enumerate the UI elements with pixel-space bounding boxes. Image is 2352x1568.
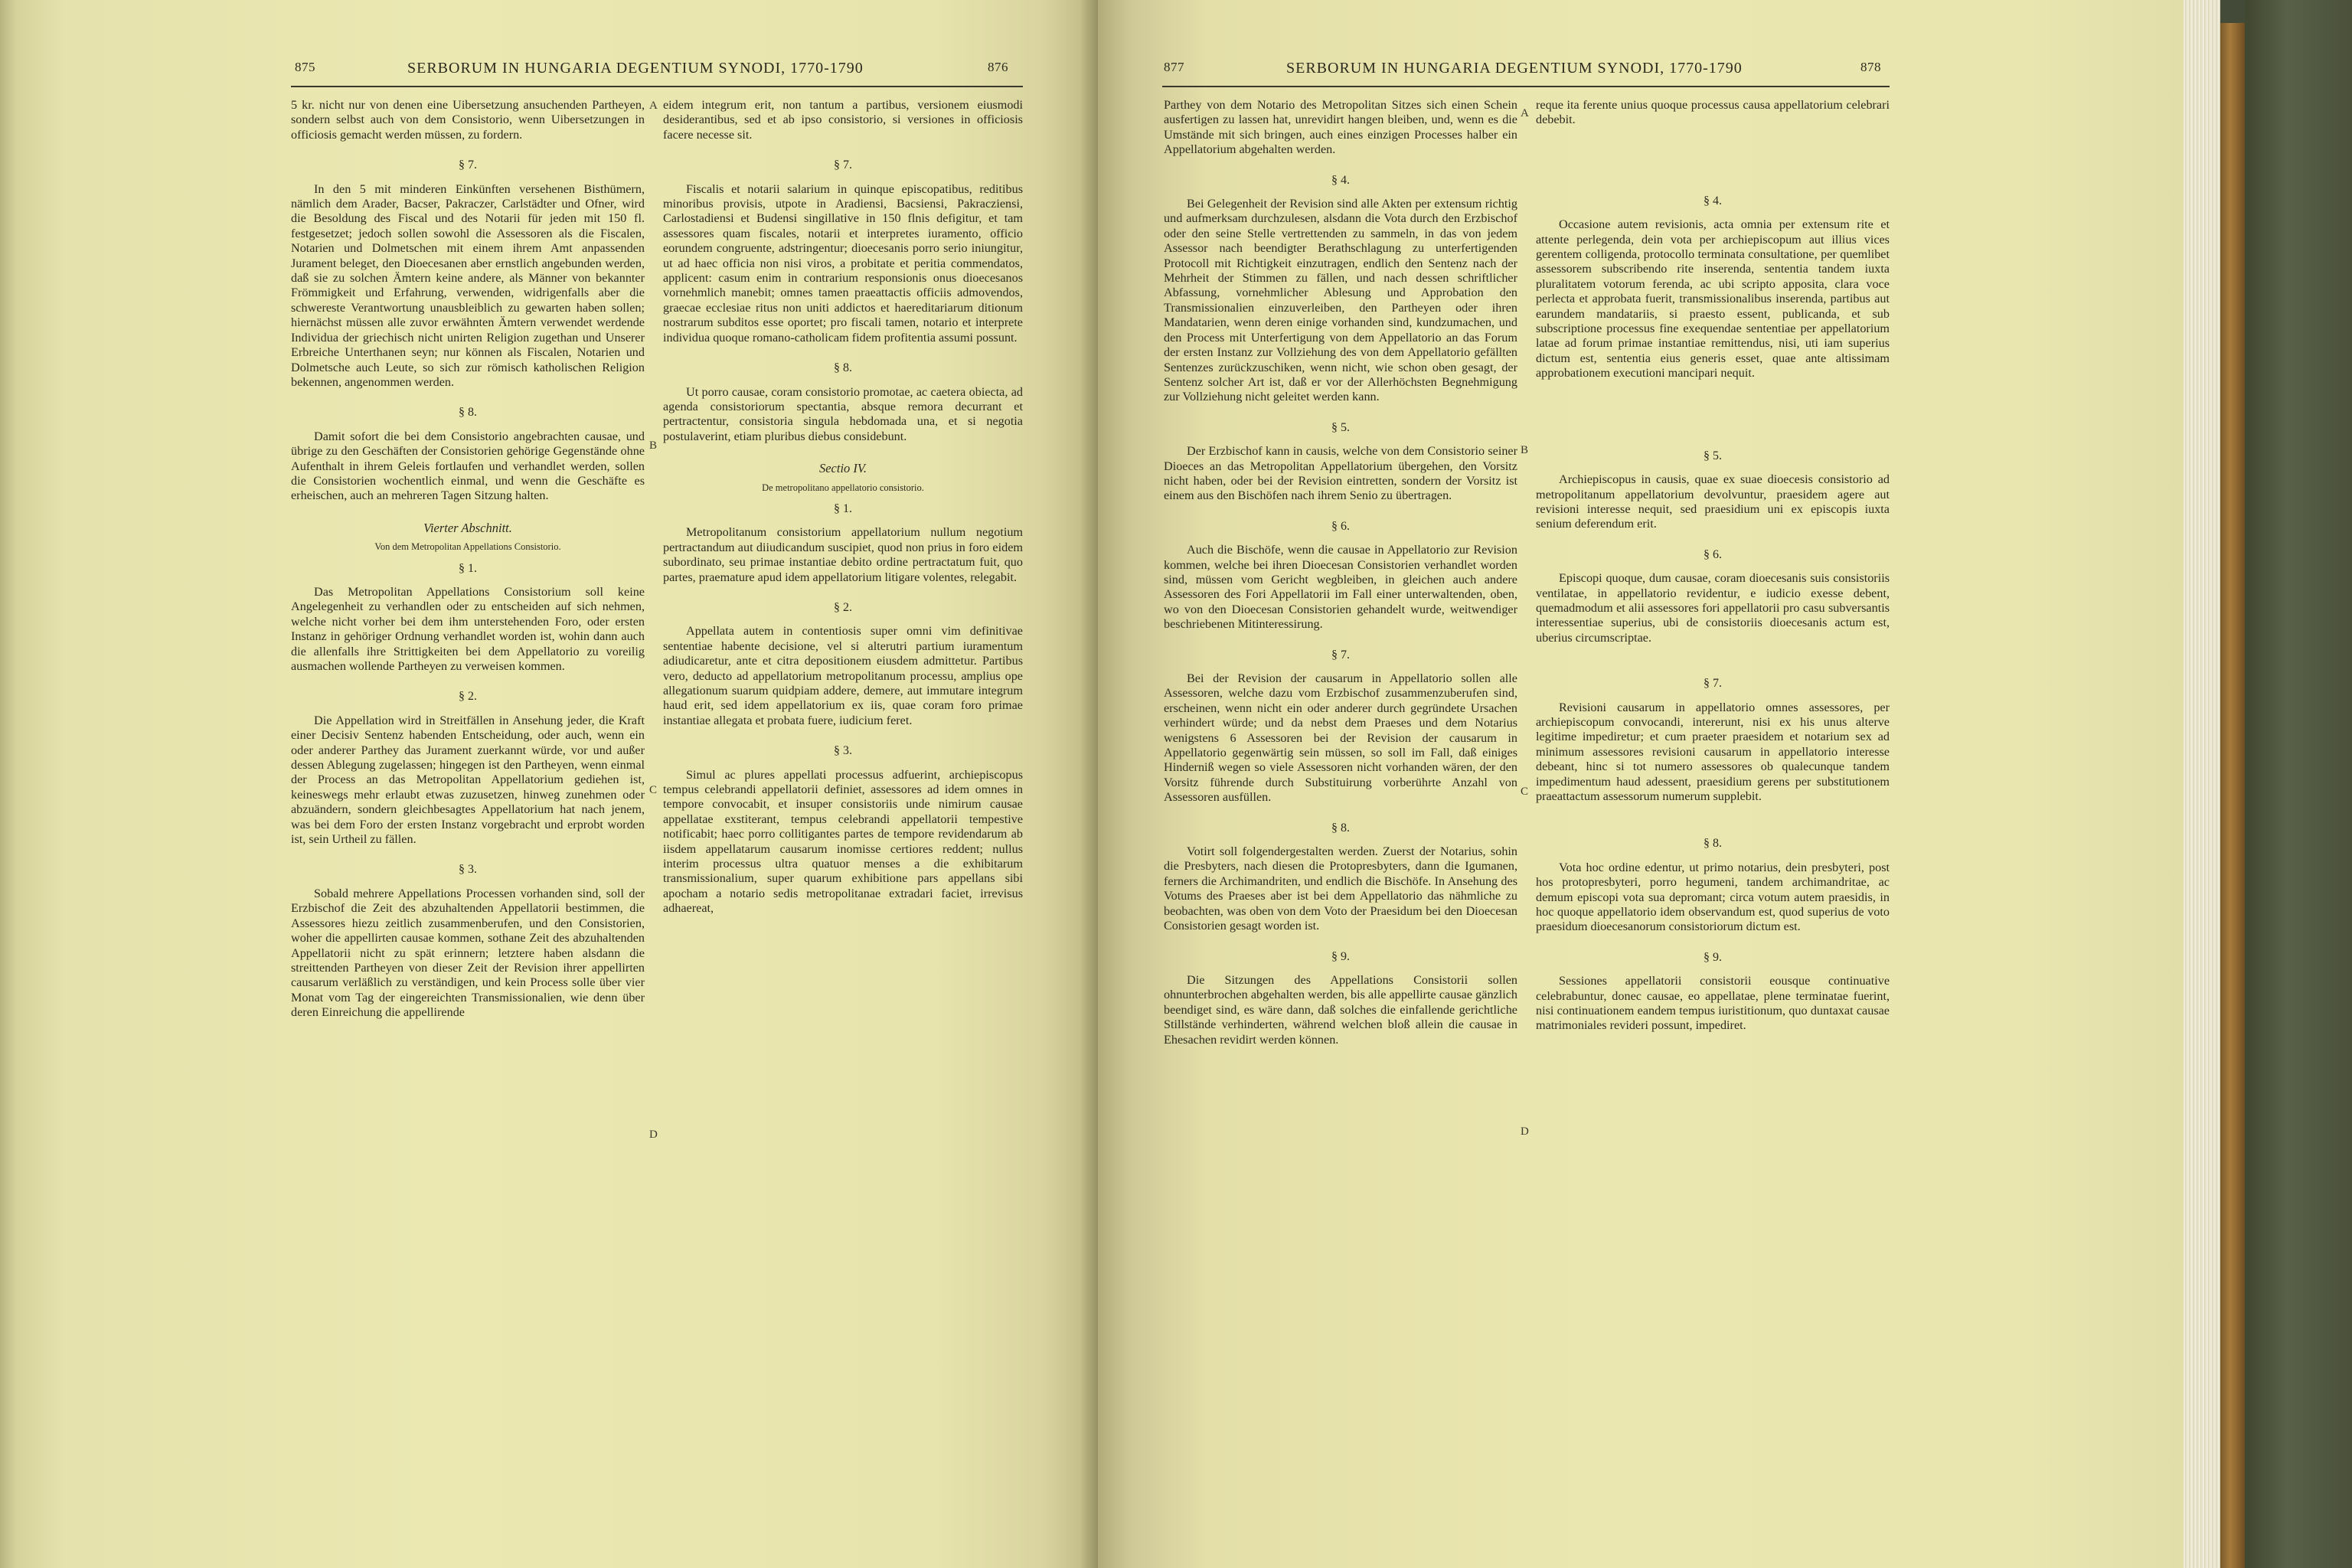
paragraph: Vota hoc ordine edentur, ut primo notarius, dein presbyteri, post hos protopresbyteri, porro hegumeni, tandem archimandritae, ac demum episcopi vota sua depromant; circa votum autem praesidis, in hoc quoque appellatorio idem observandum est, quod superius de voto praesidum dioecesanorum consistoriorum dictum est. <box>1536 860 1890 934</box>
section-heading: § 5. <box>1331 420 1350 434</box>
section-heading: § 7. <box>1331 648 1350 662</box>
header-rule-left <box>291 86 1023 87</box>
running-title-left: SERBORUM IN HUNGARIA DEGENTIUM SYNODI, 1770-1790 <box>407 60 864 77</box>
margin-letter-a: A <box>1521 107 1529 119</box>
chapter-title: Sectio IV. <box>818 461 867 476</box>
header-rule-right <box>1162 86 1890 87</box>
paragraph: Sobald mehrere Appellations Processen vorhanden sind, soll der Erzbischof die Zeit des abzuhaltenden Appellatorii bestimmen, die Assessores hiezu zeitlich zusammenberufen, und den Consistorien, woher die appellirten causae kommen, sothane Zeit des abzuhaltenden Appellatorii nicht zu spät erinnern; letztere haben alsdann die streittenden Partheyen von dieser Zeit der Revision ihrer appellirten causarum verläßlich zu verständigen, und kein Process solle über vier Monat vom Tag der eingereichten Transmissionalien, wie denn über deren Einreichung die appellirende <box>291 886 645 1020</box>
page-number-876: 876 <box>988 60 1008 74</box>
margin-letter-c: C <box>1521 786 1529 798</box>
section-heading: § 8. <box>1331 821 1350 835</box>
paragraph: Ut porro causae, coram consistorio promotae, ac caetera obiecta, ad agenda consistoriorum spectantia, absque remora decurrant et pertractentur, consistoria singula hebdomada una, et si negotia postulaverint, etiam pluribus diebus considebunt. <box>663 384 1023 443</box>
paragraph: Appellata autem in contentiosis super omni vim definitivae sententiae habente decisione, vel si alterutri partium iuramentum adiudicaretur, ante et citra depositionem eiusdem admittetur. Partibus vero, deducto ad appellatorium metropolitanum processu, amplius ope allegationum suarum quidpiam addere, demere, aut immutare integrum haud erit, sed idem appellatorium ex iis, quae coram foro primae instantiae allegata et probata fuere, iudicium feret. <box>663 624 1023 727</box>
background-surface <box>2245 0 2352 1568</box>
section-heading: § 7. <box>1704 677 1722 691</box>
margin-letter-d: D <box>649 1129 658 1141</box>
column-878 <box>1536 98 1890 1034</box>
section-heading: § 6. <box>1331 519 1350 533</box>
column-875 <box>291 98 645 1021</box>
section-heading: § 9. <box>1331 949 1350 963</box>
section-heading: § 8. <box>834 361 852 375</box>
section-heading: § 3. <box>459 863 477 877</box>
margin-letter-c: C <box>649 784 658 796</box>
paragraph: Metropolitanum consistorium appellatorium nullum negotium pertractandum aut diiudicandum suscipiet, quod non prius in foro eidem subordinato, seu primae instantiae debito ordine pertractatum fuit, quo partes, praemature apud idem appellatorium litigare volentes, relegabit. <box>663 525 1023 584</box>
margin-letter-d: D <box>1521 1125 1529 1138</box>
section-heading: § 3. <box>834 744 852 758</box>
paragraph: Die Appellation wird in Streitfällen in Ansehung jeder, die Kraft einer Decisiv Sentenz habenden Entscheidung, oder auch, wenn ein oder anderer Parthey das Jurament zuerkannt würde, vor und außer dessen Ablegung zugelassen; hingegen ist den Partheyen, wenn einmal der Process an das Metropolitan Appellatorium gediehen ist, keineswegs mehr erlaubt etwas zuzusetzen, hinweg zunehmen oder abzuändern, sondern gleichbesagtes Appellatorium hat nach jenem, was bei dem Foro der ersten Instanz vorgebracht und erprobt worden ist, sein Urtheil zu fällen. <box>291 713 645 847</box>
paragraph: Bei der Revision der causarum in Appellatorio sollen alle Assessoren, welche dazu vom Erzbischof zusammenzuberufen sind, erscheinen, wenn nicht ein oder anderer durch gegründete Ursachen verhindert würde; und da nebst dem Praeses und dem Notarius wenigstens 6 Assessoren bei der Revision der causarum in Appellatorio gegenwärtig sein müssen, so soll im Fall, daß einiges Hinderniß wegen so viele Assessoren nicht vorhanden wären, der den Vorsitz führende durch Substituirung vorberührte Anzahl von Assessoren ausfüllen. <box>1164 671 1517 805</box>
chapter-title: Vierter Abschnitt. <box>423 520 512 535</box>
paragraph: Auch die Bischöfe, wenn die causae in Appellatorio zur Revision kommen, welche bei ihren Dioecesan Consistorien verhandlet worden sind, müssen vom Gericht wegbleiben, in gleichen auch andere Assessoren des Fori Appellatorii im Fall einer unterwaltenden, oben, wo von den Dioecesan Consistorien gehandelt wurde, weitwendiger beschriebenen Mitinteressirung. <box>1164 543 1517 632</box>
paragraph: Damit sofort die bei dem Consistorio angebrachten causae, und übrige zu den Geschäften der Consistorien gehörige Gegenstände ohne Aufenthalt in ihrem Geleis fortlaufen und verhandlet werden, sollen die Consistorien wochentlich einmal, und wenn die Geschäfte es erheischen, auch an mehreren Tagen Sitzung halten. <box>291 429 645 503</box>
paragraph-intro: reque ita ferente unius quoque processus causa appellatorium celebrari debebit. <box>1536 98 1890 127</box>
section-heading: § 9. <box>1704 950 1722 964</box>
left-page <box>0 0 1098 1568</box>
column-877 <box>1164 98 1517 1047</box>
paragraph: Simul ac plures appellati processus adfuerint, archiepiscopus tempus celebrandi appellatorii definiet, assessores ad idem omnes in tempore convocabit, et insuper consistoriis unde nimirum causae appellatae exstiterant, tempus celebrandi appellatorii tempestive notificabit; haec porro collitigantes partes de tempore revidendarum ab iisdem appellatarum causarum inomisse certiores reddent; nullus interim processus ultra quatuor menses a die exhibitarum transmissionalium, super quarum exhibitione pars appellans sibi apocham a notario sedis metropolitanae extradari faciet, irrevisus adhaereat, <box>663 767 1023 916</box>
section-heading: § 2. <box>459 690 477 704</box>
paragraph: Fiscalis et notarii salarium in quinque episcopatibus, reditibus minoribus provisis, utpote in Aradiensi, Bacsiensi, Pakracziensi, Carlostadiensi et Budensi singillative in 150 flnis defigitur, et tam assessores quam fiscales, notarii et interpretes iuramento, officio eorundem congruente, adstringentur; dioecesanis porro serio iniungitur, ut ad haec officia non nisi viros, a probitate et peritia commendatos, applicent: casum enim in contrarium responsionis onus dioecesanos vornehmlich manebit; omnes tamen praeattactis officiis admovendos, graecae ecclesiae ritus non uniti addictos et haereditariarum ditionum nostrarum subditos esse oportet; pro fiscali tamen, notario et interprete individua quoque romano-catholicam fidem profitentia assumi possunt. <box>663 181 1023 345</box>
paragraph: Revisioni causarum in appellatorio omnes assessores, per archiepiscopum convocandi, intererunt, nisi ex his unus alterve legitime impediretur; et cum praeter praesidem et notarium sex ad minimum assessores revisioni causarum in appellatorio interesse debeant, hinc si tot numero assessores ob qualecunque tandem impedimentum haud adessent, praesidium gerens per substitutionem praeattactum assessorum numerum supplebit. <box>1536 700 1890 803</box>
paragraph-intro: eidem integrum erit, non tantum a partibus, versionem eiusmodi desiderantibus, sed et ab ipso consistorio, si versiones in officiosis facere necesse sit. <box>663 98 1023 142</box>
page-number-875: 875 <box>295 60 315 74</box>
paragraph-intro: 5 kr. nicht nur von denen eine Uibersetzung ansuchenden Partheyen, sondern selbst auch von dem Consistorio, wenn Uibersetzungen in officiosis gemacht werden müssen, zu fordern. <box>291 98 645 142</box>
paragraph-intro: Parthey von dem Notario des Metropolitan Sitzes sich einen Schein ausfertigen zu lassen hat, unrevidirt hangen bleiben, und, wenn es die Umstände mit sich bringen, auch eines einzigen Processes halber ein Appellatorium abgehalten werden. <box>1164 98 1517 157</box>
running-head-left <box>0 52 1098 83</box>
section-heading: § 7. <box>834 158 852 172</box>
paragraph: Die Sitzungen des Appellations Consistorii sollen ohnunterbrochen abgehalten werden, bis alle appellirte causae gänzlich beendiget sind, es wäre dann, daß solches die einfallende gerichtliche Stillstände verhinderten, während welchen bloß allein die causae in Ehesachen revidirt werden können. <box>1164 972 1517 1047</box>
chapter-subtitle: De metropolitano appellatorio consistorio. <box>762 482 924 493</box>
paragraph: In den 5 mit minderen Einkünften versehenen Bisthümern, nämlich dem Arader, Bacser, Pakraczer, Carlstädter und Ofner, wird die Besoldung des Fiscal und des Notarii für jeden mit 150 fl. festgesetzet; jedoch sollen sowohl die Assessoren als die Fiscalen, Notarien und Dolmetschen mit einem ihrem Amt anpassenden Jurament beleget, den Dioecesanen aber ernstlich angebunden werden, daß sie zu solchen Ämtern keine andere, als Männer von bekannter Frömmigkeit und Erfahrung, verwenden, widrigenfalls aber die schwereste Verantwortung unausbleiblich zu gewarten haben sollen; hiernächst müssen alle zuvor erwähnten Ämtern verwendet werdende Individua der griechisch nicht unirten Religion zugethan und Unserer Erbreiche Unterthanen seyn; nur können als Fiscalen, Notarien und Dolmetsche auch Leute, so sich zur römisch katholischen Religion bekennen, angenommen werden. <box>291 181 645 389</box>
section-heading: § 1. <box>834 501 852 515</box>
section-heading: § 5. <box>1704 449 1722 462</box>
page-number-878: 878 <box>1860 60 1881 74</box>
section-heading: § 8. <box>459 406 477 420</box>
margin-letter-b: B <box>1521 444 1529 456</box>
paragraph: Episcopi quoque, dum causae, coram dioecesanis suis consistoriis ventilatae, in appellatorio revidentur, e iudicio exesse debent, quemadmodum et alii assessores fori appellatorii pro casu subversantis interessentiae superius, ubi de consistoriis dioecesanis actum est, uberius circumscriptae. <box>1536 571 1890 645</box>
paragraph: Sessiones appellatorii consistorii eousque continuative celebrabuntur, donec causae, eo appellatae, plene terminatae fuerint, nisi continuationem eandem tempus iuristitionum, quo duntaxat causae matrimoniales revideri possunt, impediret. <box>1536 974 1890 1033</box>
section-heading: § 4. <box>1704 194 1722 207</box>
page-block-edges <box>2184 0 2220 1568</box>
paragraph: Das Metropolitan Appellations Consistorium soll keine Angelegenheit zu verhandlen oder zu entscheiden auf sich nehmen, welche nicht vorher bei dem ihm unterstehenden Foro, oder ersten Instanz in gehöriger Ordnung verhandlet worden ist, wohin dann auch die allenfalls ihre Strittigkeiten bei dem Appellatorio zu voreilig ausmachen wollende Partheyen zu verweisen kommen. <box>291 584 645 673</box>
paragraph: Der Erzbischof kann in causis, welche von dem Consistorio seiner Dioeces an das Metropolitan Appellatorium übergehen, den Vorsitz nicht haben, oder bei der Revision eintretten, sondern der Vorsitz ist einem aus den Bischöfen nach ihrem Senio zu übertragen. <box>1164 444 1517 503</box>
section-heading: § 1. <box>459 561 477 575</box>
margin-letter-a: A <box>649 100 658 112</box>
margin-letter-b: B <box>649 439 658 452</box>
running-title-right: SERBORUM IN HUNGARIA DEGENTIUM SYNODI, 1770-1790 <box>1286 60 1743 77</box>
paragraph: Occasione autem revisionis, acta omnia per extensum rite et attente perlegenda, dein vota per archiepiscopum aut illius vices gerentem colligenda, protocollo terminata consultatione, per quemlibet assessorem subscribendo rite inserenda, sententia tandem iuxta pluralitatem votorum ferenda, ac ubi scripto apposita, clara voce perlecta et approbata fuerit, transmissionalibus inserenda, partibus aut earundem mandatariis, si praesto essent, publicanda, et sub subscriptione processus fine exequendae sententiae per appellatorium latae ad forum primae instantiae remittendus, nisi, uti iam superius dictum est, sententia eius generis esset, quae ante altissimam approbationem executioni mancipari nequit. <box>1536 217 1890 381</box>
book-cover-edge <box>2220 23 2245 1568</box>
paragraph: Bei Gelegenheit der Revision sind alle Akten per extensum richtig und aufmerksam durchzulesen, alsdann die Vota durch den Erzbischof oder den seine Stelle vertrettenden zu sammeln, in das von jedem Assessor nach beendigter Berathschlagung zu unterfertigenden Protocoll mit Richtigkeit einzutragen, endlich den Sentenz nach der Mehrheit der Stimmen zu fällen, und nach dessen schriftlicher Abfassung, vornehmlicher Ablesung und Approbation den Transmissionalien einzuverleiben, den Partheyen oder ihren Mandatarien, wenn deren einige vorhanden sind, kundzumachen, und den Process mit Unterfertigung von dem Appellatorio an das Forum der ersten Instanz zur Vollziehung des von dem Appellatorio gefällten Sentenzes zurückzuschiken, wenn nicht, wie schon oben gesagt, der Sentenz solcher Art ist, daß er vor der Allerhöchsten Begnehmigung zur Vollziehung nicht geleitet werden kann. <box>1164 197 1517 404</box>
paragraph: Votirt soll folgendergestalten werden. Zuerst der Notarius, sohin die Presbyters, nach diesen die Protopresbyters, dann die Igumanen, ferners die Archimandriten, und endlich die Bischöfe. In Ansehung des Votums des Praeses aber ist bei dem Appellatorio das nähmliche zu beobachten, was oben von dem Voto der Praesidum bei den Dioecesan Consistorien gesagt worden ist. <box>1164 844 1517 933</box>
chapter-subtitle: Von dem Metropolitan Appellations Consistorio. <box>374 541 561 553</box>
section-heading: § 7. <box>459 158 477 172</box>
column-876 <box>663 98 1023 916</box>
section-heading: § 2. <box>834 600 852 614</box>
paragraph: Archiepiscopus in causis, quae ex suae dioecesis consistorio ad metropolitanum appellatorium devolvuntur, praesidem agere aut revisioni interesse nequit, sed praesidium uni ex episcopis iuxta senium deferendum erit. <box>1536 472 1890 531</box>
running-head-right <box>1098 52 2184 83</box>
section-heading: § 8. <box>1704 837 1722 851</box>
section-heading: § 6. <box>1704 547 1722 561</box>
section-heading: § 4. <box>1331 173 1350 187</box>
page-number-877: 877 <box>1164 60 1184 74</box>
right-page <box>1098 0 2184 1568</box>
